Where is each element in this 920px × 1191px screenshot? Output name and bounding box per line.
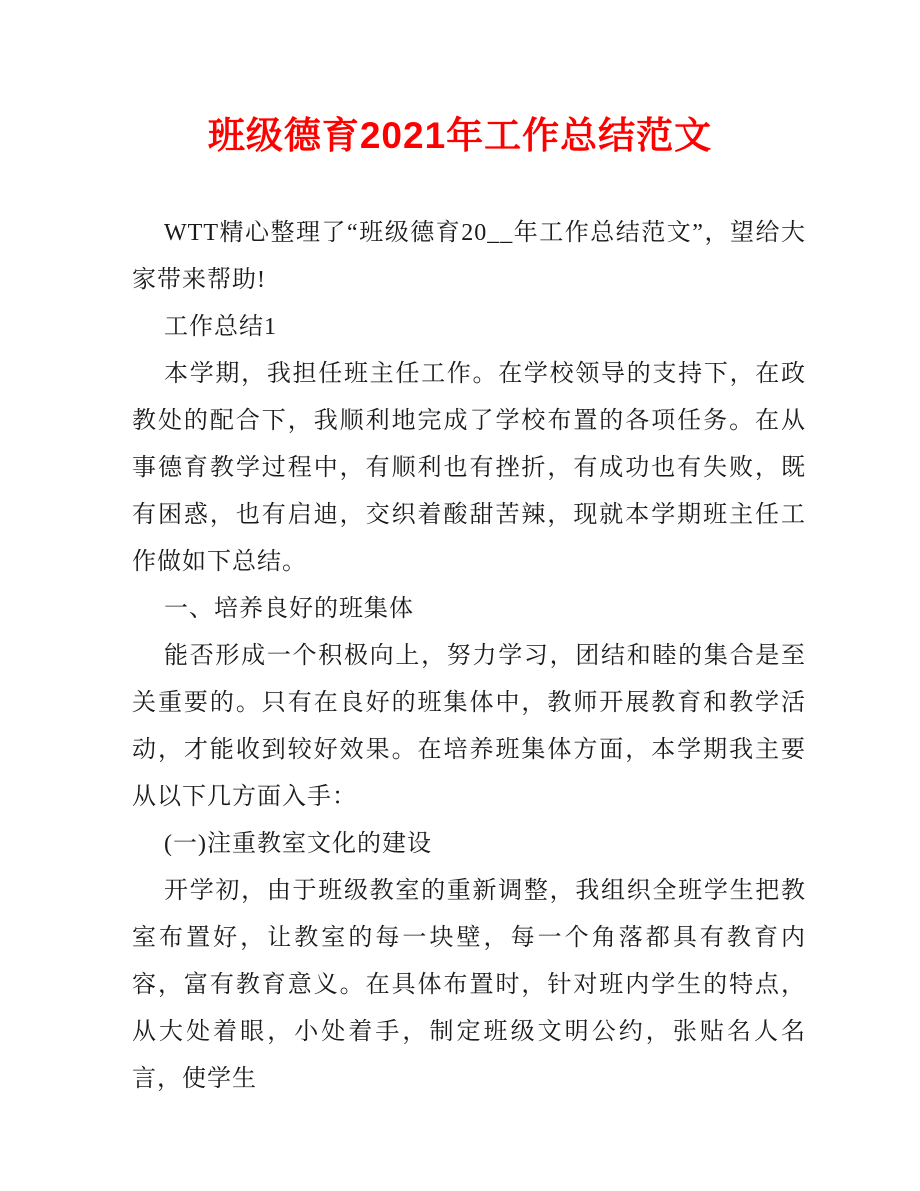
paragraph-subsection-heading-1: (一)注重教室文化的建设 xyxy=(164,831,432,857)
paragraph-semester-overview: 本学期，我担任班主任工作。在学校领导的支持下，在政教处的配合下，我顺利地完成了学校布置的各项任务。在从事德育教学过程中，有顺利也有挫折，有成功也有失败，既有困惑，也有启迪，交织着酸甜苦辣，现就本学期班主任工作做如下总结。 xyxy=(132,361,806,575)
paragraph-class-collective: 能否形成一个积极向上，努力学习，团结和睦的集合是至关重要的。只有在良好的班集体中，教师开展教育和教学活动，才能收到较好效果。在培养班集体方面，本学期我主要从以下几方面入手： xyxy=(132,643,806,810)
paragraph-intro: WTT精心整理了“班级德育20__年工作总结范文”，望给大家带来帮助! xyxy=(132,220,806,293)
paragraph-section-heading-1: 一、培养良好的班集体 xyxy=(164,596,414,622)
document-body xyxy=(132,210,806,1103)
paragraph-summary-label: 工作总结1 xyxy=(164,314,277,340)
paragraph-classroom-culture: 开学初，由于班级教室的重新调整，我组织全班学生把教室布置好，让教室的每一块壁，每一个角落都具有教育内容，富有教育意义。在具体布置时，针对班内学生的特点，从大处着眼，小处着手，制定班级文明公约，张贴名人名言，使学生 xyxy=(132,878,806,1092)
document-title: 班级德育2021年工作总结范文 xyxy=(207,115,713,156)
